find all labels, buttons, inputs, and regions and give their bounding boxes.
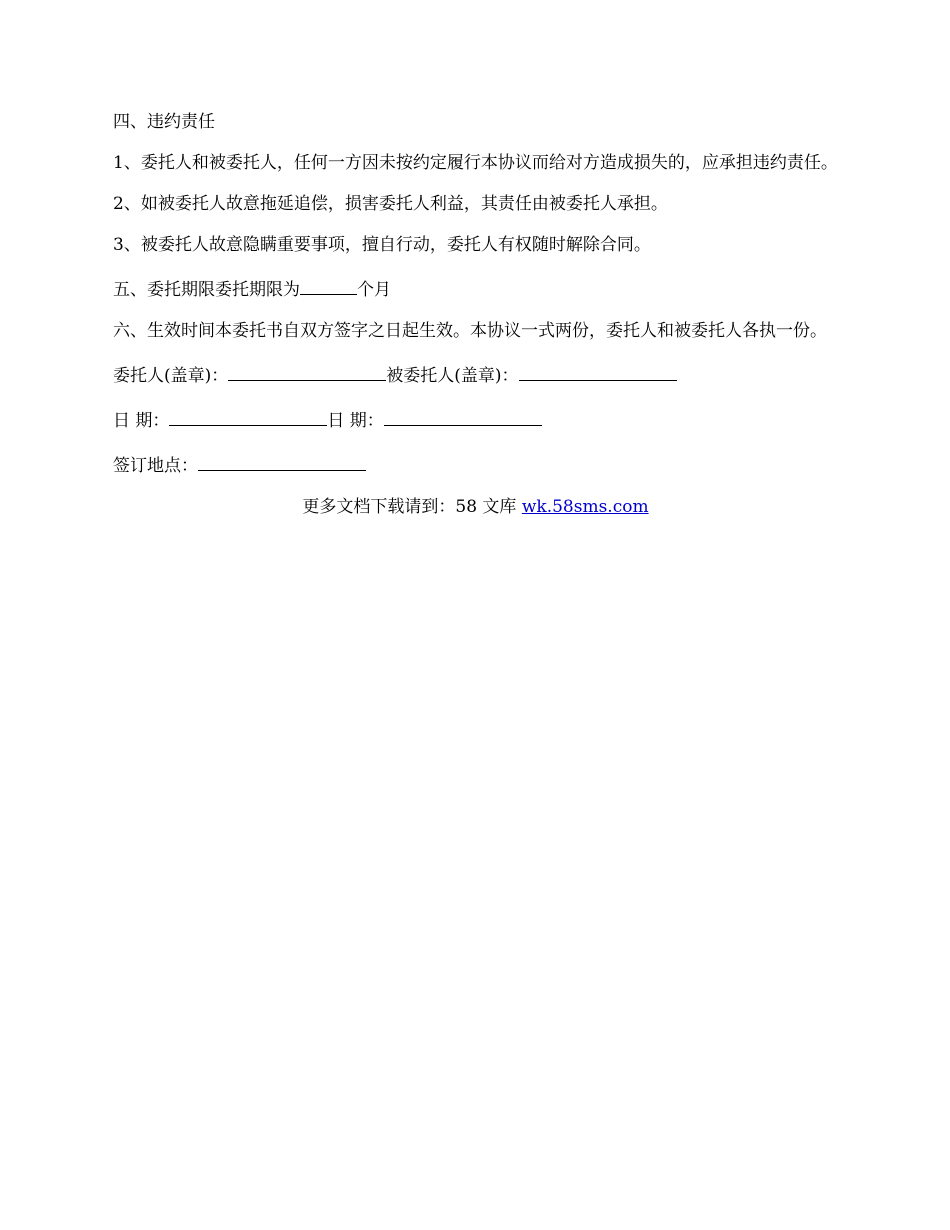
date-label-principal: 日 期： [113, 411, 170, 431]
agent-label: 被委托人(盖章)： [386, 366, 519, 386]
date-blank-principal [169, 407, 327, 426]
clause-3: 3、被委托人故意隐瞒重要事项，擅自行动，委托人有权随时解除合同。 [113, 235, 651, 255]
agent-signature-blank [519, 362, 677, 381]
date-blank-agent [384, 407, 542, 426]
document-page [113, 112, 838, 518]
date-label-agent: 日 期： [327, 411, 384, 431]
section-5-prefix: 五、委托期限委托期限为 [113, 280, 300, 300]
footer-text: 更多文档下载请到：58 文库 [302, 497, 522, 517]
term-months-blank [300, 276, 357, 295]
section-5 [113, 276, 838, 301]
principal-label: 委托人(盖章)： [113, 366, 229, 386]
signature-row [113, 362, 838, 387]
section-4-heading: 四、违约责任 [113, 112, 215, 132]
place-label: 签订地点： [113, 456, 198, 476]
place-row [113, 452, 838, 477]
place-blank [198, 452, 366, 471]
section-5-suffix: 个月 [357, 280, 391, 300]
date-row [113, 407, 838, 432]
clause-2: 2、如被委托人故意拖延追偿，损害委托人利益，其责任由被委托人承担。 [113, 194, 668, 214]
footer-note [113, 497, 838, 518]
principal-signature-blank [228, 362, 386, 381]
clause-1: 1、委托人和被委托人，任何一方因未按约定履行本协议而给对方造成损失的，应承担违约责任。 [113, 153, 838, 173]
footer-link[interactable]: wk.58sms.com [521, 497, 649, 517]
section-6: 六、生效时间本委托书自双方签字之日起生效。本协议一式两份，委托人和被委托人各执一份。 [113, 321, 827, 341]
